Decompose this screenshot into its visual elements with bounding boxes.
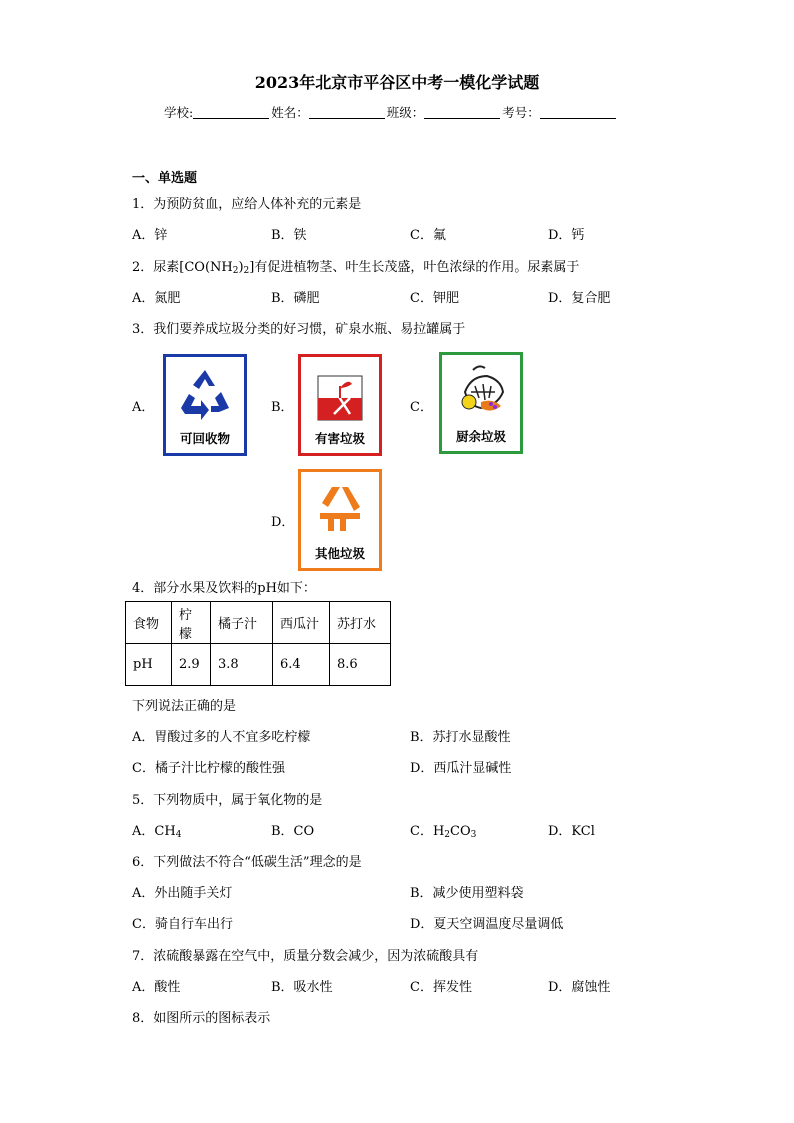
number-label: 考号： — [502, 105, 540, 120]
q5-a-sub: 4 — [175, 830, 182, 840]
q8-stem: 8．如图所示的图标表示 — [132, 1011, 271, 1026]
table-header-cell: 橘子汁 — [211, 602, 273, 644]
q5-c-text: C．H — [410, 824, 445, 839]
q6-option-b[interactable]: B．减少使用塑料袋 — [410, 886, 524, 901]
q5-option-b[interactable]: B．CO — [271, 824, 315, 839]
q5-option-c[interactable] — [410, 820, 476, 840]
table-header-cell: 西瓜汁 — [273, 602, 330, 644]
q3-option-b[interactable]: B． — [271, 400, 294, 415]
table-header-cell: 苏打水 — [330, 602, 391, 644]
recyclable-label: 可回收物 — [179, 431, 230, 446]
q4-option-b[interactable]: B．苏打水显酸性 — [410, 730, 511, 745]
q6-option-d[interactable]: D．夏天空调温度尽量调低 — [410, 917, 564, 932]
q2-option-c[interactable]: C．钾肥 — [410, 291, 459, 306]
q4-prompt: 下列说法正确的是 — [132, 699, 237, 714]
table-row — [126, 644, 391, 686]
q5-c-sub: 3 — [470, 830, 477, 840]
table-header-cell: 食物 — [126, 602, 172, 644]
school-label: 学校: — [164, 105, 194, 120]
recycle-icon — [175, 364, 235, 424]
table-header-cell: 柠檬 — [172, 602, 211, 644]
q3-option-c[interactable]: C． — [410, 400, 433, 415]
q2-option-b[interactable]: B．磷肥 — [271, 291, 320, 306]
q2-stem-sub: 2 — [232, 266, 239, 276]
name-blank[interactable] — [309, 107, 385, 119]
q2-option-d[interactable]: D．复合肥 — [548, 291, 611, 306]
table-row — [126, 602, 391, 644]
q6-stem: 6．下列做法不符合“低碳生活”理念的是 — [132, 855, 362, 870]
page-title: 2023年北京市平谷区中考一模化学试题 — [254, 73, 540, 92]
q2-stem — [132, 256, 579, 276]
section-heading: 一、单选题 — [132, 171, 198, 186]
food-waste-icon — [451, 362, 511, 422]
q5-a-text: A．CH — [132, 824, 176, 839]
q2-stem-part: 2．尿素[CO(NH — [132, 260, 233, 275]
q1-option-c[interactable]: C．氟 — [410, 228, 446, 243]
q6-option-c[interactable]: C．骑自行车出行 — [132, 917, 233, 932]
q5-c-sub: 2 — [444, 830, 451, 840]
number-blank[interactable] — [540, 107, 616, 119]
q6-option-a[interactable]: A．外出随手关灯 — [132, 886, 233, 901]
q7-option-d[interactable]: D．腐蚀性 — [548, 980, 611, 995]
q1-option-d[interactable]: D．钙 — [548, 228, 585, 243]
other-label: 其他垃圾 — [314, 546, 365, 561]
table-cell: 2.9 — [172, 644, 211, 686]
class-blank[interactable] — [424, 107, 500, 119]
q7-option-a[interactable]: A．酸性 — [132, 980, 181, 995]
table-row-label: pH — [126, 644, 172, 686]
q4-stem: 4．部分水果及饮料的pH如下： — [132, 581, 316, 596]
hazardous-label: 有害垃圾 — [314, 431, 365, 446]
q4-option-c[interactable]: C．橘子汁比柠檬的酸性强 — [132, 761, 285, 776]
table-cell: 8.6 — [330, 644, 391, 686]
table-cell: 3.8 — [211, 644, 273, 686]
q2-option-a[interactable]: A．氮肥 — [132, 291, 181, 306]
class-label: 班级： — [386, 105, 425, 120]
q3-stem: 3．我们要养成垃圾分类的好习惯，矿泉水瓶、易拉罐属于 — [132, 322, 466, 337]
student-info-line — [164, 103, 618, 121]
q5-option-a[interactable] — [132, 820, 181, 840]
recyclable-bin-sign[interactable] — [163, 354, 247, 456]
q1-option-b[interactable]: B．铁 — [271, 228, 307, 243]
name-label: 姓名： — [271, 105, 309, 120]
q2-stem-part: ) — [238, 260, 244, 275]
kitchen-label: 厨余垃圾 — [455, 429, 506, 444]
other-waste-icon — [310, 479, 370, 539]
q7-option-c[interactable]: C．挥发性 — [410, 980, 472, 995]
table-cell: 6.4 — [273, 644, 330, 686]
school-blank[interactable] — [193, 107, 269, 119]
q4-option-a[interactable]: A．胃酸过多的人不宜多吃柠檬 — [132, 730, 311, 745]
q3-option-a[interactable]: A． — [132, 400, 155, 415]
other-bin-sign[interactable] — [298, 469, 382, 571]
q4-option-d[interactable]: D．西瓜汁显碱性 — [410, 761, 512, 776]
q7-option-b[interactable]: B．吸水性 — [271, 980, 333, 995]
q7-stem: 7．浓硫酸暴露在空气中，质量分数会减少，因为浓硫酸具有 — [132, 949, 479, 964]
q5-stem: 5．下列物质中，属于氧化物的是 — [132, 793, 323, 808]
q1-option-a[interactable]: A．锌 — [132, 228, 168, 243]
q5-option-d[interactable]: D．KCl — [548, 824, 595, 839]
q3-option-d[interactable]: D． — [271, 515, 295, 530]
q5-c-text: CO — [450, 824, 471, 839]
kitchen-bin-sign[interactable] — [439, 352, 523, 454]
hazardous-icon — [310, 364, 370, 424]
q1-stem: 1．为预防贫血，应给人体补充的元素是 — [132, 197, 362, 212]
hazardous-bin-sign[interactable] — [298, 354, 382, 456]
q2-stem-part: ]有促进植物茎、叶生长茂盛，叶色浓绿的作用。尿素属于 — [249, 260, 580, 275]
ph-table — [125, 601, 391, 686]
q2-stem-sub: 2 — [243, 266, 250, 276]
